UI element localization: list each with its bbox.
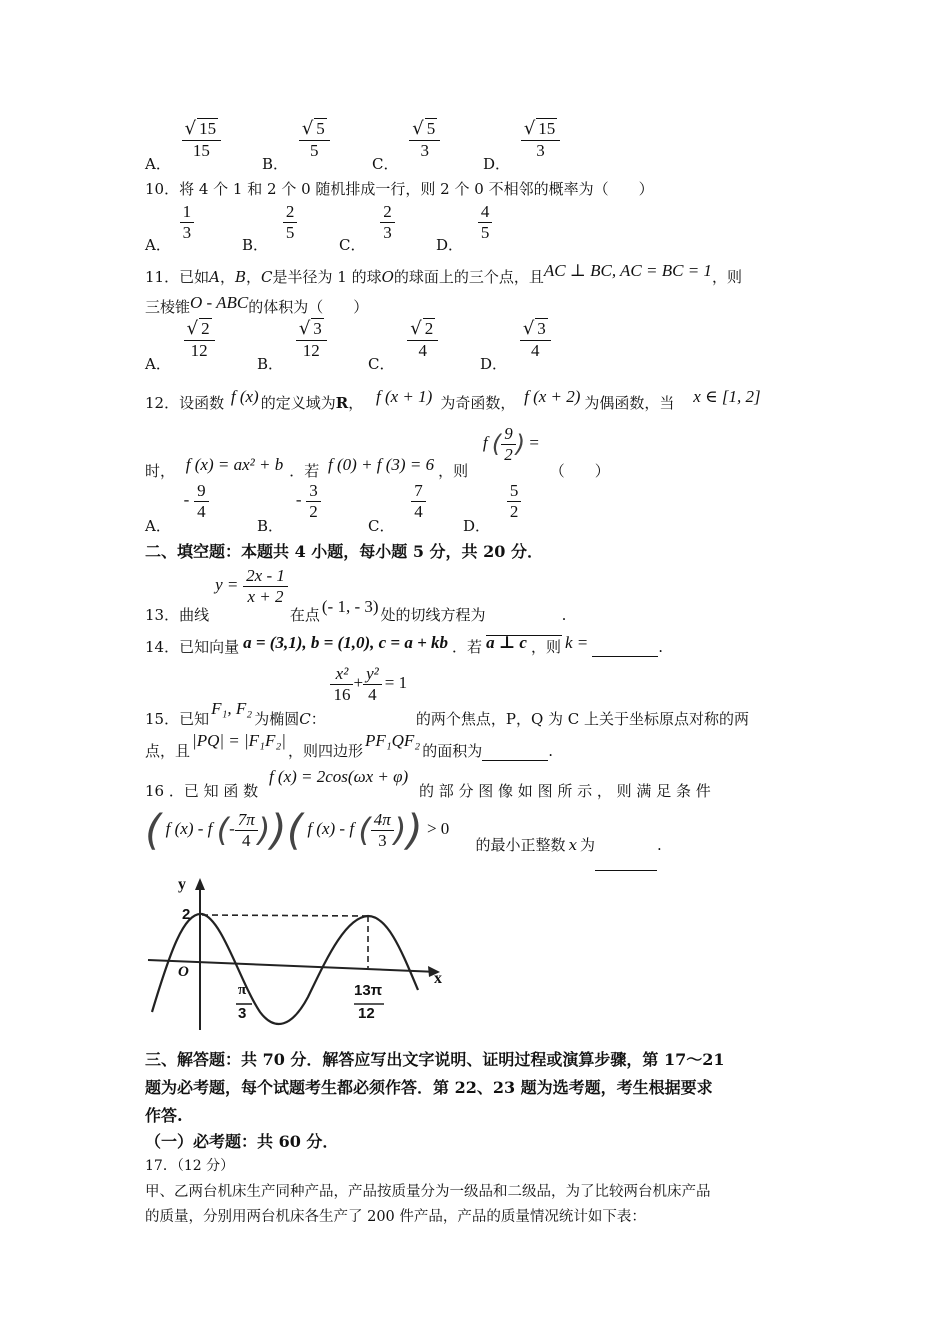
- q14-text: ．若: [452, 638, 483, 656]
- q10-stem: 10．将 4 个 1 和 2 个 0 随机排成一行，则 2 个 0 不相邻的概率为（ ）: [145, 180, 654, 198]
- numerator: 7π: [235, 810, 258, 831]
- fraction: [180, 202, 195, 242]
- answer-blank[interactable]: [592, 642, 658, 657]
- q16-x: x: [568, 836, 578, 855]
- fraction: $\frac{√ 5}{3}$: [409, 118, 440, 160]
- numerator: 4: [480, 202, 490, 221]
- section-2-title: 二、填空题：本题共 4 小题，每小题 5 分，共 20 分．: [145, 542, 543, 561]
- denominator: 2: [309, 501, 318, 521]
- fraction: [283, 202, 298, 242]
- q10-option-c: [339, 202, 395, 255]
- q15-foci: F₁, F₂: [211, 699, 253, 719]
- q14-vectors: a = (3,1), b = (1,0), c = a + kb: [243, 633, 449, 652]
- q17-line1: 甲、乙两台机床生产同种产品，产品按质量分为一级品和二级品，为了比较两台机床产品: [145, 1184, 711, 1200]
- q9-option-c: [372, 118, 440, 174]
- q14-perp: a ⊥ c: [486, 633, 527, 652]
- q16-text: 的最小正整数: [475, 836, 566, 855]
- q11-text: 的球面上的三个点，且: [393, 268, 544, 286]
- denominator: 4: [197, 501, 206, 521]
- numerator: 2: [424, 319, 434, 338]
- q11-option-b: [257, 318, 327, 374]
- numerator: x²: [330, 664, 353, 685]
- fraction: $\frac{√ 2}{4}$: [407, 318, 438, 360]
- answer-blank[interactable]: [482, 746, 548, 761]
- numerator: 1: [182, 202, 192, 221]
- q16-text: 的 部 分 图 像 如 图 所 示 ， 则 满 足 条 件: [418, 782, 711, 800]
- q14-text: 14．已知向量: [145, 638, 240, 656]
- q11-condition: AC ⊥ BC, AC = BC = 1: [543, 261, 712, 280]
- denominator: 3: [380, 222, 395, 243]
- q16-text: 为: [580, 836, 596, 855]
- point-a: A: [209, 268, 220, 286]
- fraction: [380, 202, 395, 242]
- denominator: 4: [418, 340, 427, 360]
- numerator: 2: [383, 202, 392, 221]
- option-label: D．: [483, 155, 511, 174]
- numerator: 2: [285, 202, 295, 221]
- numerator: 4π: [371, 810, 394, 831]
- denominator: 3: [180, 222, 195, 243]
- fraction: [411, 481, 426, 521]
- numerator: 2: [201, 319, 210, 338]
- fraction: $\frac{√ 15}{15}$: [182, 118, 221, 160]
- q11-line1: 11．已如A，B，C是半径为 1 的球O的球面上的三个点，且AC ⊥ BC, AC = BC = 1，则: [145, 261, 742, 286]
- tick1-numerator: π: [238, 982, 247, 998]
- q13-text: 在点: [289, 606, 320, 625]
- q13-text: 13．曲线: [145, 606, 210, 625]
- q13: [145, 566, 567, 625]
- fraction: $\frac{√ 5}{5}$: [299, 118, 330, 160]
- q12-fx2: f (x + 2): [524, 387, 581, 406]
- q15-line1: 15．已知F₁, F₂为椭圆C： $\frac{\text{x²}}{16}$ + $\frac{\text{y²}}{4}$ = 1 的两个焦点，P，Q 为 C 上关于坐标原点对称的两: [145, 664, 750, 729]
- sphere-o: O: [381, 268, 394, 286]
- graph-svg: [140, 872, 450, 1032]
- fraction: $\frac{√ 3}{4}$: [520, 318, 551, 360]
- fraction: [507, 481, 522, 521]
- numerator: 5: [507, 481, 522, 502]
- real-set: R: [335, 394, 349, 412]
- q15-text: 为椭圆: [254, 710, 300, 729]
- q15-eq: = 1: [384, 673, 408, 693]
- sign: -: [183, 490, 190, 510]
- option-label: C．: [339, 236, 366, 255]
- option-label: C．: [372, 155, 399, 174]
- denominator: 5: [283, 222, 298, 243]
- q13-text: .: [561, 606, 567, 625]
- q12-option-b: [257, 481, 321, 536]
- fraction: [194, 481, 209, 521]
- option-label: B．: [257, 517, 284, 536]
- max-label: 2: [182, 906, 191, 923]
- q11-text: ，则: [711, 268, 742, 286]
- tick2-denominator: 12: [358, 1005, 375, 1022]
- fraction: [371, 810, 394, 850]
- q14: [145, 633, 664, 657]
- q10-option-d: [436, 202, 492, 255]
- q12-option-a: [145, 481, 209, 536]
- q15-text: ，则四边形: [287, 742, 363, 760]
- q12-domain: x ∈ [1, 2]: [693, 387, 761, 406]
- q12-option-d: [463, 481, 521, 536]
- q13-text: 处的切线方程为: [380, 606, 486, 625]
- option-label: B．: [242, 236, 269, 255]
- q15-text: ：: [310, 710, 326, 729]
- denominator: 4: [414, 501, 423, 521]
- denominator: 16: [333, 684, 351, 704]
- q13-y: y =: [215, 575, 239, 595]
- denominator: 4: [531, 340, 540, 360]
- section-3-line1: 三、解答题：共 70 分．解答应写出文字说明、证明过程或演算步骤，第 17～21: [145, 1050, 725, 1069]
- q12-text: （ ）: [549, 461, 610, 480]
- q11-line2: [145, 293, 369, 317]
- option-label: A．: [145, 517, 171, 536]
- sign: -: [295, 490, 302, 510]
- ellipse-c: C: [299, 710, 311, 729]
- q10-option-b: [242, 202, 297, 255]
- numerator: 7: [411, 481, 426, 502]
- q12-text: 时，: [145, 461, 176, 480]
- q16-term: f (x) - f: [307, 819, 355, 839]
- q12-text: 为奇函数，: [440, 394, 516, 412]
- denominator: 2: [504, 444, 513, 464]
- fraction: [243, 566, 288, 606]
- fraction: $\frac{√ 15}{3}$: [521, 118, 560, 160]
- numerator: 5: [316, 119, 325, 138]
- origin-label: O: [178, 964, 189, 980]
- q12-text: ，则: [438, 461, 469, 480]
- q12-fx: f (x): [230, 387, 259, 406]
- q12-line2: [145, 424, 610, 480]
- denominator: 3: [420, 140, 429, 160]
- option-label: A．: [145, 355, 171, 374]
- denominator: 3: [378, 831, 387, 850]
- numerator: y²: [363, 664, 382, 685]
- q12-condition: f (0) + f (3) = 6: [328, 454, 435, 474]
- denominator: 4: [368, 684, 377, 704]
- q12-text: 12．设函数: [145, 394, 225, 412]
- q15-line2: [145, 730, 553, 760]
- numerator: 15: [199, 119, 217, 138]
- x-axis-label: x: [434, 970, 442, 987]
- q11-option-c: [368, 318, 438, 374]
- denominator: 15: [192, 140, 210, 160]
- fraction: [363, 664, 382, 704]
- answer-blank[interactable]: [595, 856, 657, 871]
- q15-text: .: [548, 742, 553, 760]
- numerator: 9: [501, 424, 516, 445]
- cosine-graph: [140, 872, 450, 1032]
- q16-line2: [145, 806, 662, 855]
- option-label: B．: [257, 355, 284, 374]
- numerator: 15: [538, 119, 556, 138]
- q14-text: .: [658, 638, 664, 656]
- q15-text: P，Q 为 C 上关于坐标原点对称的两: [505, 710, 750, 729]
- q12-line1: [145, 387, 761, 413]
- q16-function: f (x) = 2cos(ωx + φ): [268, 767, 409, 786]
- q15-quad: PF₁QF₂: [364, 731, 421, 750]
- fraction: [235, 810, 258, 850]
- fraction: $\frac{√ 2}{12}$: [184, 318, 215, 360]
- q11-text: 是半径为 1 的球: [272, 268, 382, 286]
- fraction: $\frac{√ 3}{12}$: [296, 318, 327, 360]
- denominator: 12: [302, 340, 320, 360]
- denominator: 12: [190, 340, 208, 360]
- y-axis-arrow: [195, 878, 205, 890]
- fraction: [330, 664, 353, 704]
- q15-text: 点，且: [145, 742, 191, 760]
- section-3-line2: 题为必考题，每个试题考生都必须作答．第 22、23 题为选考题，考生根据要求: [145, 1078, 713, 1097]
- q15-text: 的面积为: [422, 742, 483, 760]
- numerator: 9: [194, 481, 209, 502]
- numerator: 3: [537, 319, 546, 338]
- q14-k: k =: [564, 633, 589, 652]
- point-c: C: [261, 268, 273, 286]
- q16-gt: > 0: [426, 819, 450, 839]
- numerator: 3: [306, 481, 321, 502]
- q15-abs-eq: |PQ| = |F₁F₂|: [192, 731, 286, 750]
- q12-text: ．若: [289, 461, 320, 480]
- q9-option-b: [262, 118, 330, 174]
- q12-text: 的定义域为: [260, 394, 336, 412]
- numerator: 2x - 1: [243, 566, 288, 587]
- q16-text: .: [657, 836, 662, 855]
- denominator: 2: [509, 501, 519, 521]
- q16-inequality: ( f (x) - f (- $\frac{7\pi}{4}$ ))( f (x) - f ( $\frac{4\pi}{3}$ )) > 0: [145, 806, 450, 855]
- fraction: [306, 481, 321, 521]
- section-3-line3: 作答.: [145, 1106, 183, 1125]
- q12-text: 为偶函数，当: [584, 394, 675, 412]
- denominator: 5: [310, 140, 319, 160]
- numerator: 3: [313, 319, 322, 338]
- option-label: C．: [368, 355, 395, 374]
- denominator: 3: [536, 140, 545, 160]
- q16-text: 16 ．已 知 函 数: [145, 782, 259, 800]
- q13-point: (- 1, - 3): [321, 597, 379, 617]
- q12-fx1: f (x + 1): [376, 387, 433, 406]
- q14-text: ，则: [530, 638, 561, 656]
- q11-pyramid: O - ABC: [190, 293, 249, 312]
- option-label: D．: [480, 355, 508, 374]
- q9-option-d: [483, 118, 560, 174]
- tick1-denominator: 3: [238, 1005, 247, 1022]
- q9-option-a: [145, 118, 221, 174]
- q11-text: 11．已如: [145, 268, 210, 286]
- point-b: B: [234, 268, 246, 286]
- q11-text: 的体积为（ ）: [248, 298, 369, 316]
- q15-text: 的两个焦点，: [415, 710, 506, 729]
- q10-option-a: [145, 202, 194, 255]
- q11-text: 三棱锥: [145, 298, 191, 316]
- q11-option-a: [145, 318, 215, 374]
- q17-line2: 的质量，分别用两台机床各生产了 200 件产品，产品的质量情况统计如下表：: [145, 1209, 646, 1225]
- denominator: 5: [478, 222, 493, 243]
- q15-text: 15．已知: [145, 710, 210, 729]
- tick2-numerator: 13π: [354, 982, 383, 999]
- max-dashed-line: [202, 915, 368, 916]
- q16-term: f (x) - f: [165, 819, 213, 839]
- q12-text: ，: [348, 394, 364, 412]
- option-label: A．: [145, 236, 171, 255]
- fraction: [501, 424, 516, 464]
- q11-option-d: [480, 318, 551, 374]
- option-label: C．: [368, 517, 395, 536]
- sub-section-title: （一）必考题：共 60 分．: [145, 1132, 339, 1151]
- q17-head: 17．（12 分）: [145, 1158, 235, 1174]
- x-axis: [148, 960, 438, 972]
- denominator: x + 2: [247, 586, 284, 606]
- q12-target: f ( $\frac{9}{2}$ ) =: [482, 424, 539, 464]
- q12-expression: f (x) = ax² + b: [185, 454, 284, 474]
- option-label: D．: [436, 236, 464, 255]
- q16-line1: [145, 766, 711, 800]
- option-label: B．: [262, 155, 289, 174]
- option-label: A．: [145, 155, 171, 174]
- denominator: 4: [242, 831, 251, 850]
- numerator: 5: [426, 119, 436, 138]
- y-axis-label: y: [178, 876, 186, 893]
- fraction: [478, 202, 493, 242]
- option-label: D．: [463, 517, 491, 536]
- q12-option-c: [368, 481, 426, 536]
